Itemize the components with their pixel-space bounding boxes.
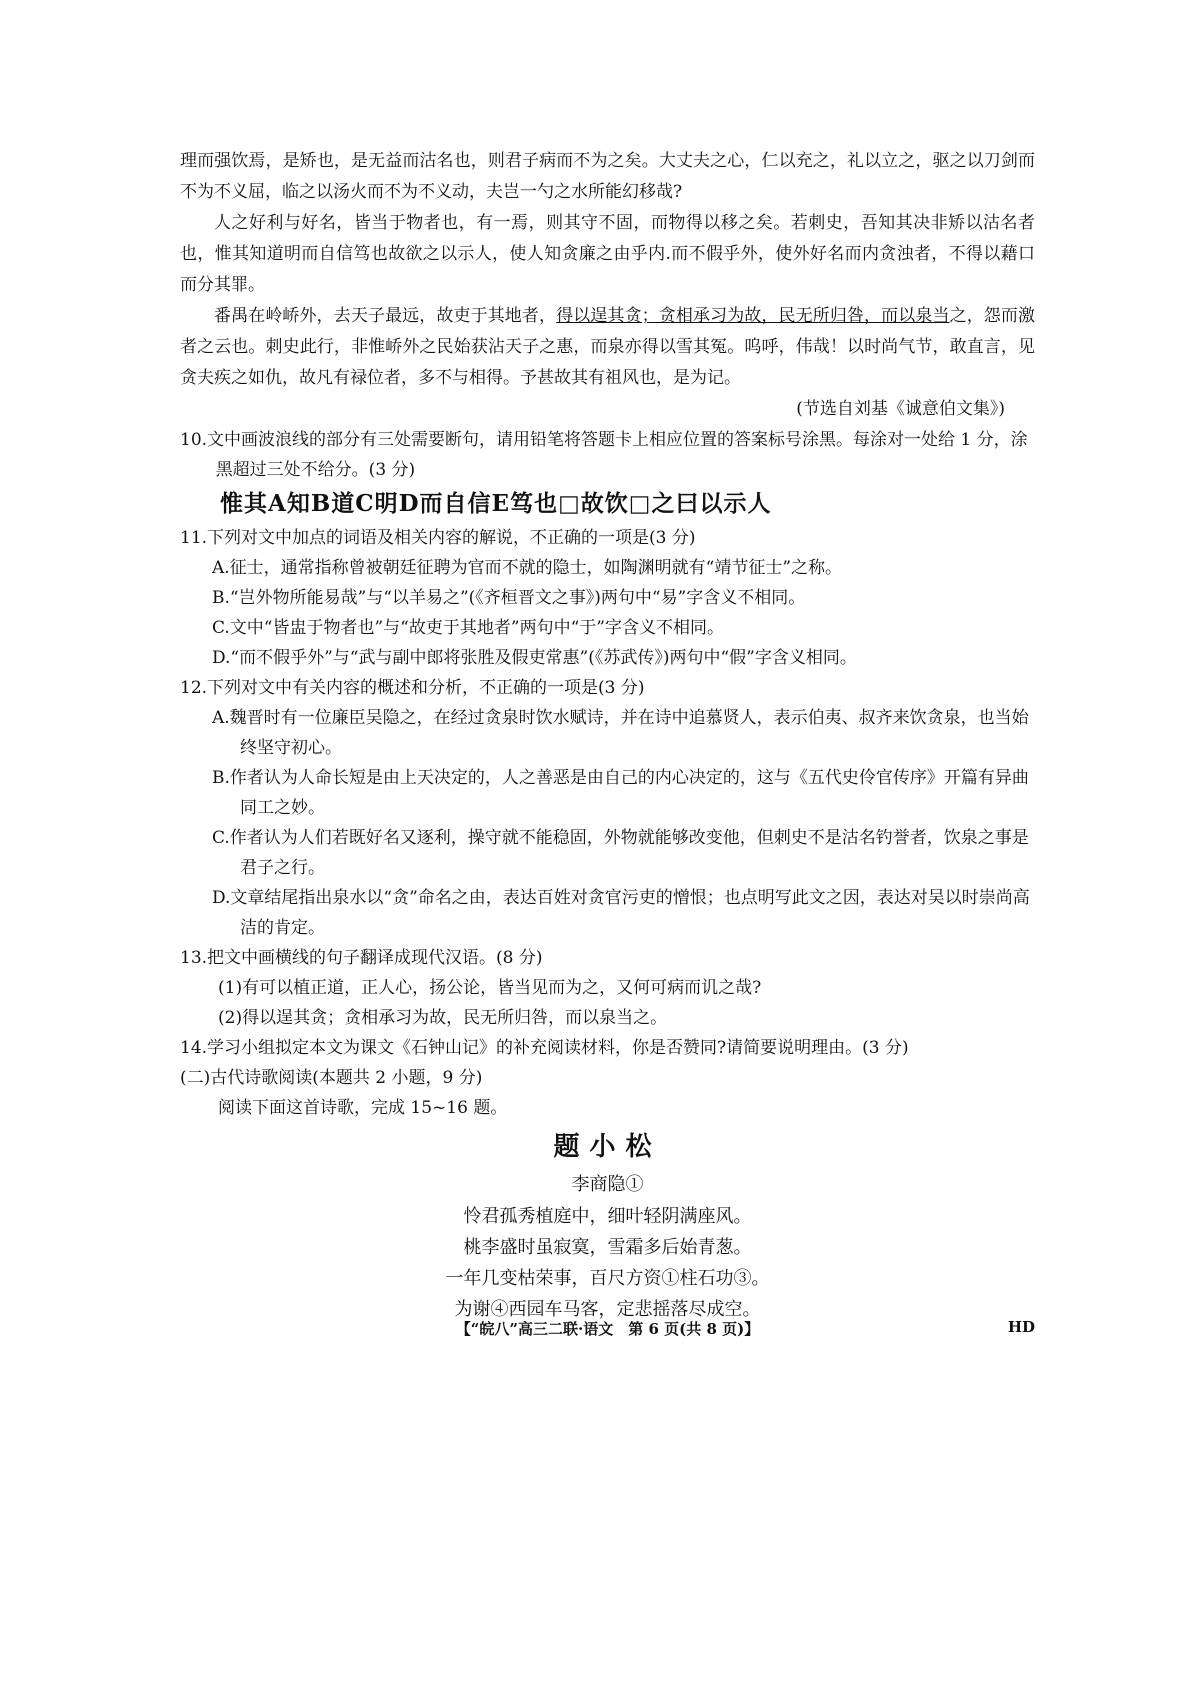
question-13: 13.把文中画横线的句子翻译成现代汉语。(8 分) bbox=[180, 948, 543, 968]
poem-line: 桃李盛时虽寂寞，雪霜多后始青葱。 bbox=[463, 1237, 752, 1258]
question-11-option-c: C.文中“皆盅于物者也”与“故吏于其地者”两句中“于”字含义不相同。 bbox=[212, 618, 724, 638]
question-12-option-a: A.魏晋时有一位廉臣吴隐之，在经过贪泉时饮水赋诗，并在诗中追慕贤人，表示伯夷、叔齐来饮贪泉，也当始终坚守初心。 bbox=[212, 708, 1029, 758]
passage-para3 bbox=[180, 301, 1035, 394]
footer-page-info: 【“皖八”高三二联·语文 第 6 页(共 8 页)】 bbox=[455, 1320, 760, 1338]
section-instruction: 阅读下面这首诗歌，完成 15~16 题。 bbox=[218, 1098, 508, 1118]
poem-title: 题小松 bbox=[553, 1132, 662, 1162]
passage-source: (节选自刘基《诚意伯文集》) bbox=[796, 399, 1005, 419]
passage-para3-pre: 番禺在岭峤外，去天子最远，故吏于其地者， bbox=[214, 306, 557, 326]
question-14: 14.学习小组拟定本文为课文《石钟山记》的补充阅读材料，你是否赞同?请简要说明理由。(3 分) bbox=[180, 1038, 909, 1058]
passage-para3-post: 之，怨而激者之云也。刺史此行，非惟峤外之民始获沾天子之惠，而泉亦得以雪其冤。呜呼，伟哉！以时尚气节，敢直言，见贪夫疾之如仇，故凡有禄位者，多不与相得。予甚故其有祖风也，是为记。 bbox=[180, 306, 1036, 388]
question-11: 11.下列对文中加点的词语及相关内容的解说，不正确的一项是(3 分) bbox=[180, 528, 696, 548]
question-10-answer: 惟其A知B道C明D而自信E笃也□故饮□之曰以示人 bbox=[220, 490, 772, 517]
poem-line: 一年几变枯荣事，百尺方资①柱石功③。 bbox=[445, 1268, 770, 1289]
question-12: 12.下列对文中有关内容的概述和分析，不正确的一项是(3 分) bbox=[180, 678, 645, 698]
question-12-option-b: B.作者认为人命长短是由上天决定的，人之善恶是由自己的内心决定的，这与《五代史伶官传序》开篇有异曲同工之妙。 bbox=[212, 768, 1029, 818]
question-11-option-a: A.征士，通常指称曾被朝廷征聘为官而不就的隐士，如陶渊明就有“靖节征士”之称。 bbox=[212, 558, 843, 578]
passage-para3-underlined: 得以逞其贪；贪相承习为故，民无所归咎，而以泉当 bbox=[556, 306, 950, 326]
page-footer bbox=[180, 1318, 1035, 1339]
section-heading: (二)古代诗歌阅读(本题共 2 小题，9 分) bbox=[180, 1068, 483, 1088]
poem-line: 怜君孤秀植庭中，细叶轻阴满座风。 bbox=[463, 1206, 752, 1227]
poem-author: 李商隐① bbox=[571, 1174, 644, 1195]
passage-para2: 人之好利与好名，皆当于物者也，有一焉，则其守不固，而物得以移之矣。若刺史，吾知其决非矫以沽名者也，惟其知道明而自信笃也故欲之以示人，使人知贪廉之由乎内.而不假乎外，使外好名而内贪浊者，不得以藉口而分其罪。 bbox=[180, 213, 1035, 295]
question-12-option-d: D.文章结尾指出泉水以“贪”命名之由，表达百姓对贪官污吏的憎恨；也点明写此文之因，表达对吴以时崇尚高洁的肯定。 bbox=[212, 888, 1030, 938]
exam-page bbox=[180, 146, 1035, 1325]
question-11-option-d: D.“而不假乎外”与“武与副中郎将张胜及假吏常惠”(《苏武传》)两句中“假”字含义相同。 bbox=[212, 648, 857, 668]
question-11-option-b: B.“岂外物所能易哉”与“以羊易之”(《齐桓晋文之事》)两句中“易”字含义不相同。 bbox=[212, 588, 806, 608]
question-13-item-2: (2)得以逞其贪；贪相承习为故，民无所归咎，而以泉当之。 bbox=[218, 1008, 668, 1028]
footer-code: HD bbox=[1007, 1318, 1035, 1336]
question-13-item-1: (1)有可以植正道，正人心，扬公论，皆当见而为之，又何可病而讥之哉? bbox=[218, 978, 762, 998]
question-10: 10.文中画波浪线的部分有三处需要断句，请用铅笔将答题卡上相应位置的答案标号涂黑。每涂对一处给 1 分，涂黑超过三处不给分。(3 分) bbox=[180, 430, 1028, 480]
poem-line: 为谢④西园车马客，定悲摇落尽成空。 bbox=[454, 1299, 761, 1320]
question-12-option-c: C.作者认为人们若既好名又逐利，操守就不能稳固，外物就能够改变他，但刺史不是沽名钓誉者，饮泉之事是君子之行。 bbox=[212, 828, 1029, 878]
passage-para1: 理而强饮焉，是矫也，是无益而沽名也，则君子病而不为之矣。大丈夫之心，仁以充之，礼以立之，驱之以刀剑而不为不义屈，临之以汤火而不为不义动，夫岂一勺之水所能幻移哉? bbox=[180, 151, 1035, 202]
